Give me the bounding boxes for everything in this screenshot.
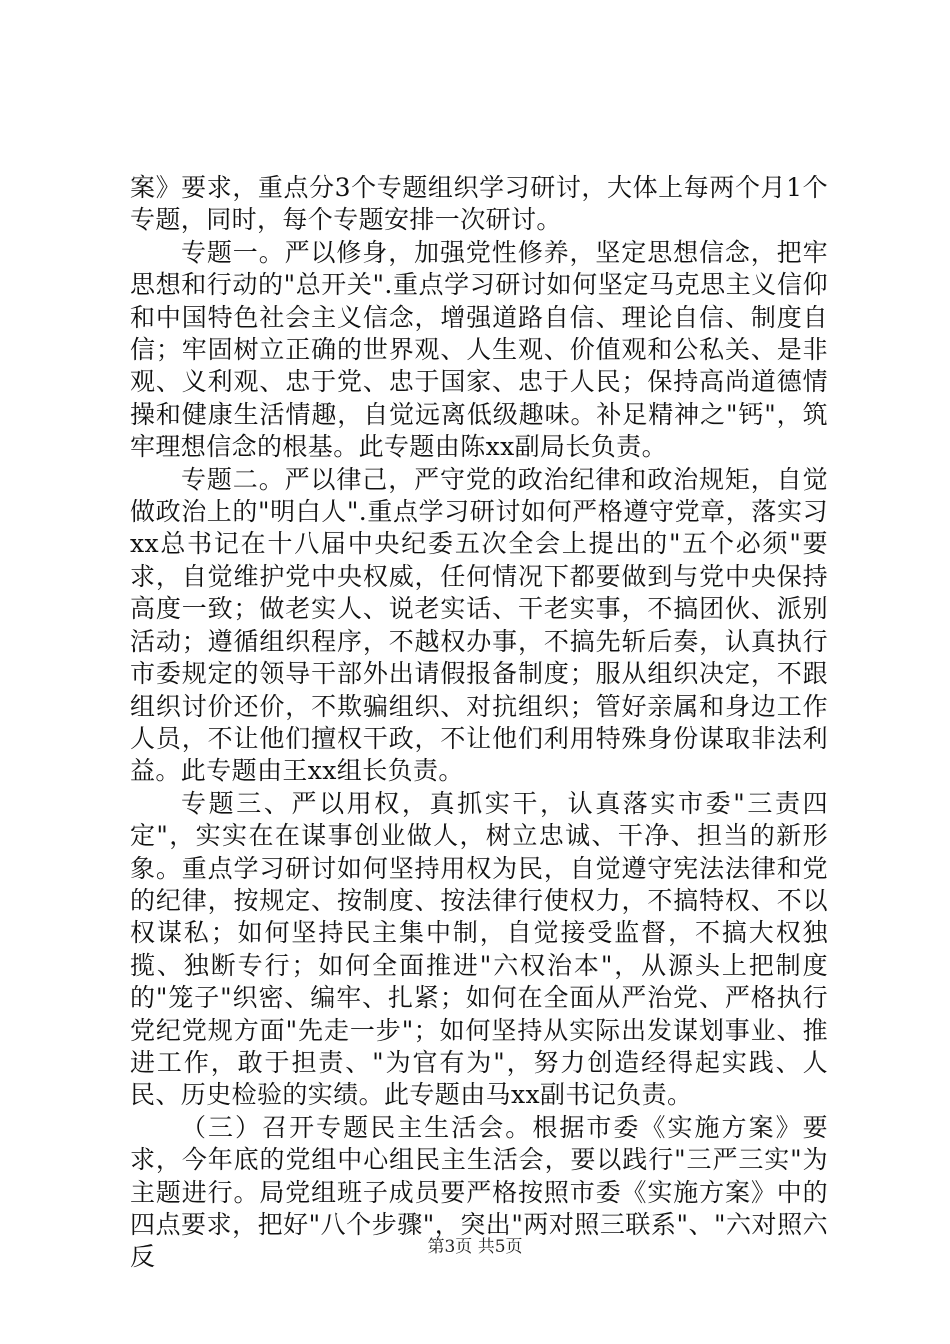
body-paragraph-democratic-meeting: （三）召开专题民主生活会。根据市委《实施方案》要求，今年底的党组中心组民主生活会，要以践行"三严三实"为主题进行。局党组班子成员要严格按照市委《实施方案》中的四点要求，把好"八个步骤"，突出"两对照三联系"、"六对照六反	[130, 1112, 828, 1272]
page-number-footer: 第3页 共5页	[427, 1237, 523, 1257]
document-body	[130, 172, 828, 1274]
body-paragraph-topic-two: 专题二。严以律己，严守党的政治纪律和政治规矩，自觉做政治上的"明白人".重点学习研讨如何严格遵守党章，落实习xx总书记在十八届中央纪委五次全会上提出的"五个必须"要求，自觉维护党中央权威，任何情况下都要做到与党中央保持高度一致；做老实人、说老实话、干老实事，不搞团伙、派别活动；遵循组织程序，不越权办事，不搞先斩后奏，认真执行市委规定的领导干部外出请假报备制度；服从组织决定，不跟组织讨价还价，不欺骗组织、对抗组织；管好亲属和身边工作人员，不让他们擅权干政，不让他们利用特殊身份谋取非法利益。此专题由王xx组长负责。	[130, 464, 828, 786]
body-paragraph-topic-one: 专题一。严以修身，加强党性修养，坚定思想信念，把牢思想和行动的"总开关".重点学习研讨如何坚定马克思主义信仰和中国特色社会主义信念，增强道路自信、理论自信、制度自信；牢固树立正确的世界观、人生观、价值观和公私关、是非观、义利观、忠于党、忠于国家、忠于人民；保持高尚道德情操和健康生活情趣，自觉远离低级趣味。补足精神之"钙"，筑牢理想信念的根基。此专题由陈xx副局长负责。	[130, 237, 828, 462]
body-paragraph-topic-three: 专题三、严以用权，真抓实干，认真落实市委"三责四定"，实实在在谋事创业做人，树立忠诚、干净、担当的新形象。重点学习研讨如何坚持用权为民，自觉遵守宪法法律和党的纪律，按规定、按制度、按法律行使权力，不搞特权、不以权谋私；如何坚持民主集中制，自觉接受监督，不搞大权独揽、独断专行；如何全面推进"六权治本"，从源头上把制度的"笼子"织密、编牢、扎紧；如何在全面从严治党、严格执行党纪党规方面"先走一步"；如何坚持从实际出发谋划事业、推进工作，敢于担责、"为官有为"，努力创造经得起实践、人民、历史检验的实绩。此专题由马xx副书记负责。	[130, 788, 828, 1110]
body-paragraph-continuation: 案》要求，重点分3个专题组织学习研讨，大体上每两个月1个专题，同时，每个专题安排一次研讨。	[130, 173, 828, 235]
